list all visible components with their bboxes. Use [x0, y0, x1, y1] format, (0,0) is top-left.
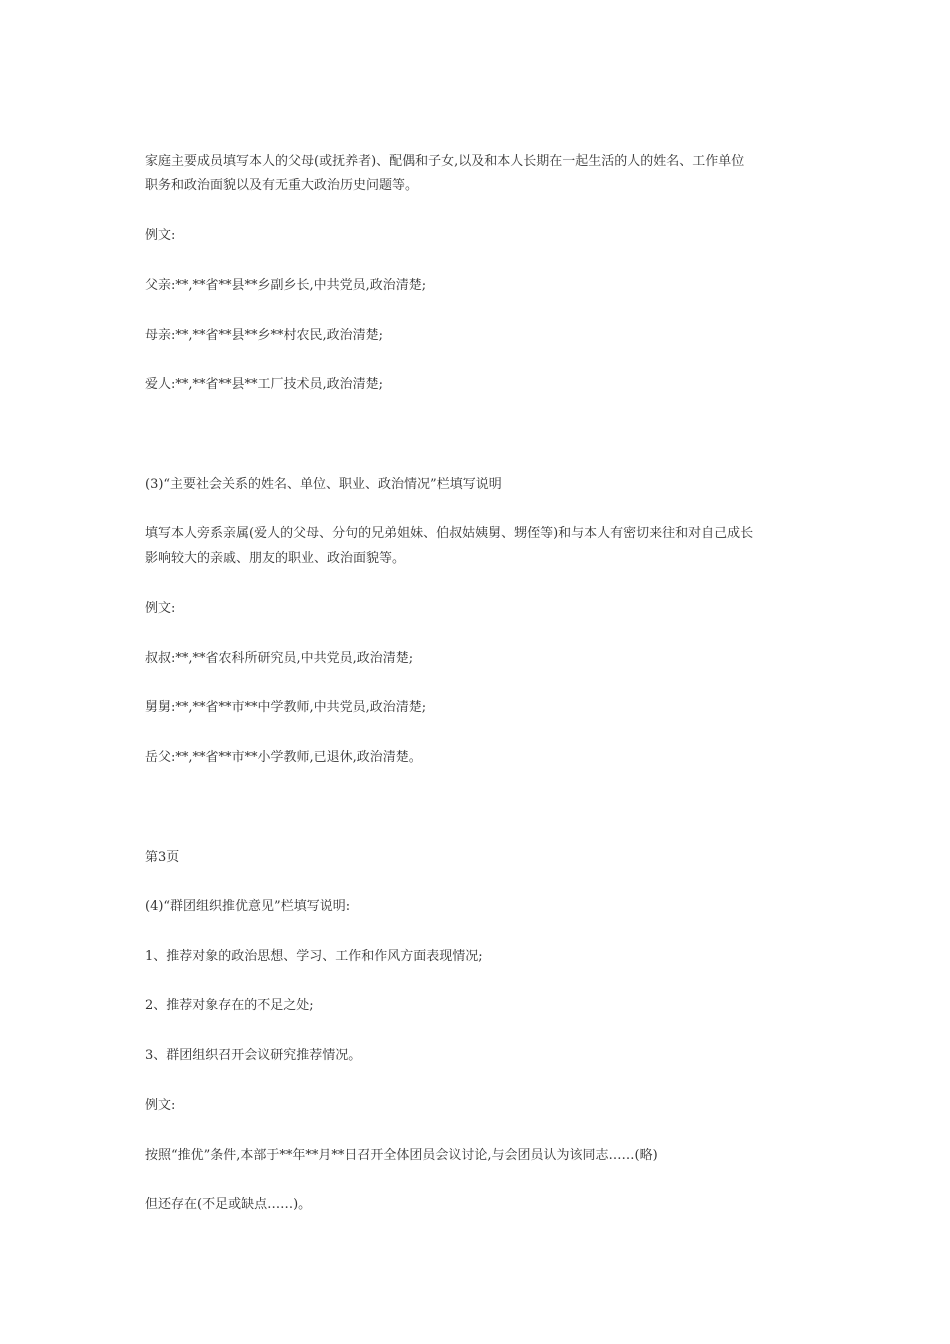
social-example-label: 例文:: [145, 601, 176, 616]
social-example-uncle: 叔叔:**,**省农科所研究员,中共党员,政治清楚;: [145, 651, 414, 666]
group-example-line-2: 但还存在(不足或缺点……)。: [145, 1197, 312, 1212]
group-point-3: 3、群团组织召开会议研究推荐情况。: [145, 1048, 362, 1063]
group-example-label: 例文:: [145, 1098, 176, 1113]
social-example-father-in-law: 岳父:**,**省**市**小学教师,已退休,政治清楚。: [145, 750, 422, 765]
page-marker: 第3页: [145, 850, 180, 865]
social-relations-heading: (3)“主要社会关系的姓名、单位、职业、政治情况”栏填写说明: [145, 477, 502, 492]
family-description-line-2: 职务和政治面貌以及有无重大政治历史问题等。: [145, 178, 419, 193]
social-example-maternal-uncle: 舅舅:**,**省**市**中学教师,中共党员,政治清楚;: [145, 700, 427, 715]
group-opinion-heading: (4)“群团组织推优意见”栏填写说明:: [145, 899, 351, 914]
social-description-line-2: 影响较大的亲戚、朋友的职业、政治面貌等。: [145, 551, 406, 566]
group-point-1: 1、推荐对象的政治思想、学习、工作和作风方面表现情况;: [145, 949, 483, 964]
social-description-line-1: 填写本人旁系亲属(爱人的父母、分句的兄弟姐妹、伯叔姑姨舅、甥侄等)和与本人有密切来往和对自己成长: [145, 526, 754, 541]
family-example-father: 父亲:**,**省**县**乡副乡长,中共党员,政治清楚;: [145, 278, 427, 293]
family-example-mother: 母亲:**,**省**县**乡**村农民,政治清楚;: [145, 328, 384, 343]
group-example-line-1: 按照“推优”条件,本部于**年**月**日召开全体团员会议讨论,与会团员认为该同志……(略): [145, 1148, 658, 1163]
group-point-2: 2、推荐对象存在的不足之处;: [145, 998, 314, 1013]
family-example-spouse: 爱人:**,**省**县**工厂技术员,政治清楚;: [145, 377, 384, 392]
family-description-line-1: 家庭主要成员填写本人的父母(或抚养者)、配偶和子女,以及和本人长期在一起生活的人的姓名、工作单位: [145, 154, 745, 169]
family-example-label: 例文:: [145, 228, 176, 243]
